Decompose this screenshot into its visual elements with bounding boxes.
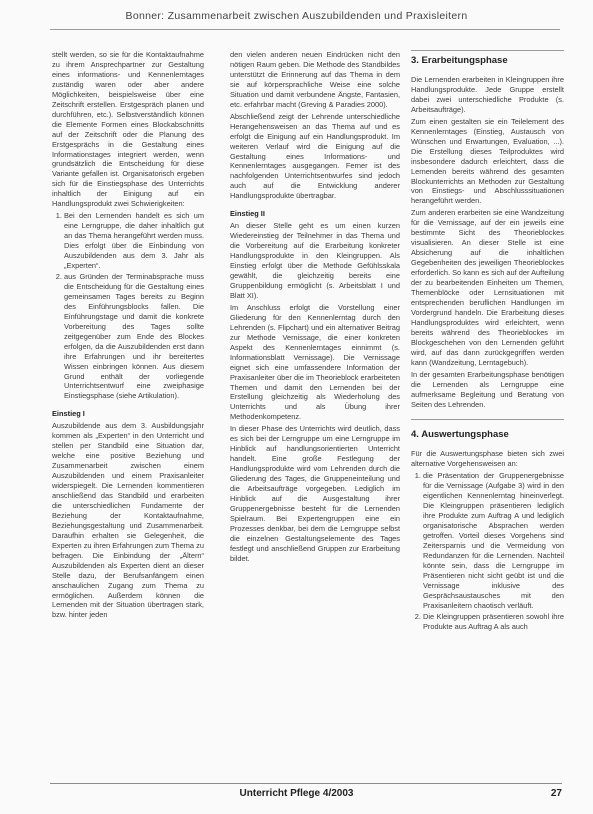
body-paragraph: Für die Auswertungsphase bieten sich zwei alternative Vorgehensweisen an: [411,449,564,469]
body-paragraph: Auszubildende aus dem 3. Ausbildungsjahr kommen als „Experten“ in den Unterricht und stellen per Standbild eine Situation dar, welche eine positive Beziehung und Zusammenarbeit zwischen einem Auszubildenden und einem Praxisanleiter widerspiegelt. Die Lernenden kommentieren anschließend das Standbild und erarbeiten die unterschiedlichen Fundamente der Beziehung der Kontaktaufnahme, Beziehungsgestaltung und Zusammenarbeit. Daraufhin erhalten sie Gelegenheit, die Experten zu ihren Erfahrungen zum Thema zu befragen. Die Einbindung der „Ältern“ Auszubildenden als Experten dient an dieser Stelle dazu, der Berufsanfängern einen anschaulichen Zugang zum Thema zu ermöglichen. Außerdem können die Lernenden mit der Situation übertragen stark, bzw. hinter jeden [52,421,204,620]
numbered-list [411,471,564,631]
list-item: 1. die Präsentation der Gruppenergebnisse für die Vernissage (Aufgabe 3) wird in den eigentlichen Kennenlerntag hineinverlegt. Die Kleingruppen präsentieren lediglich ihre Produkte zum Auftrag A und lediglich organisatorische Absprachen werden getroffen. Vorteil dieses Vorgehens sind Zeitersparnis und die Vermeidung von Redundanzen für die Lernenden. Nachteil könnte sein, dass die Lerngruppe im Präsentieren nicht sicht geübt ist und die Vernissage inklusive des Gesprächsaustausches mit den Praxisanleitern chaotisch verläuft. [423,471,564,610]
list-item: 2. Die Kleingruppen präsentieren sowohl ihre Produkte aus Auftrag A als auch [423,612,564,632]
body-paragraph: stellt werden, so sie für die Kontaktaufnahme zu ihrem Ansprechpartner zur Gestaltung eines informations- und Kennenlerntages zuständig waren oder aber andere Möglichkeiten, beispielsweise über eine Zeitschrift erstellen. Erstgespräch planen und durchführen, etc.). Selbstverständlich können die Elemente Formen eines Blockabschnitts auf der Zeitschrift oder die Planung des Erstgesprächs in die Gestaltung eines Informationstages integriert werden, wenn grundsätzlich die Entscheidung für diese Variante gefallen ist. Organisatorisch ergeben sich für die Einstiegsphase des Unterrichts inhaltlich der Einigung auf ein Handlungsprodukt zwei Schwierigkeiten: [52,50,204,209]
body-paragraph: An dieser Stelle geht es um einen kurzen Wiedereinstieg der Teilnehmer in das Thema und die Vorbereitung auf die Erarbeitung konkreter Handlungsprodukte in den Kleingruppen. Als Einstieg erfolgt über die Methode Gefühlsskala gewählt, die gleichzeitig bereits eine Gruppenbildung ermöglicht (s. Arbeitsblatt I und Blatt XI). [230,221,400,300]
running-header: Bonner: Zusammenarbeit zwischen Auszubildenden und Praxisleitern [125,10,468,22]
subheading-einstieg-2: Einstieg II [230,209,265,219]
subheading-einstieg-1: Einstieg I [52,409,85,419]
list-item: 2. aus Gründen der Terminabsprache muss die Entscheidung für die Gestaltung eines gemeinsamen Tages bereits zu Beginn des Einführungsblocks fallen. Die Einführungstage und damit die konkrete Vorbereitung des Tages sollte zeitgegenüber zum Ende des Blockes erfolgen, da die Auszubildenden erst dann ihre Erfahrungen und ihr bereitertes Wissen einbringen können. Aus diesem Grund enthält der vorliegende Unterrichtsentwurf eine zweiphasige Einstiegsphase (siehe Artikulation). [64,272,204,401]
body-paragraph: den vielen anderen neuen Eindrücken nicht den nötigen Raum geben. Die Methode des Standbildes unterstützt die Erinnerung auf das Thema in dem sie auf körpersprachliche Weise eine solche Situation und damit verbundene Ängste, Fantasien, etc. erfahrbar macht (Greving & Paradies 2000). [230,50,400,109]
footer-rule [50,783,562,784]
numbered-list [52,211,204,401]
section-rule [411,50,564,51]
footer-journal-title: Unterricht Pflege 4/2003 [239,788,354,799]
body-paragraph: Abschließend zeigt der Lehrende unterschiedliche Herangehensweisen an das Thema auf und es erfolgt die Einigung auf ein Handlungsprodukt. Im weiteren Verlauf wird die Einigung auf die Gestaltung eines Informations- und Kennenlerntages ausgegangen. Ferner ist des nachfolgenden Unterrichtsentwurfes sind jedoch auch auf die Entwicklung anderer Handlungsprodukte übertragbar. [230,111,400,201]
text-column-2 [230,50,400,760]
body-paragraph: In der gesamten Erarbeitungsphase benötigen die Lernenden als Lerngruppe eine aufmerksame Begleitung und Beratung von Seiten des Lehrenden. [411,369,564,409]
list-item: 1. Bei den Lernenden handelt es sich um eine Lerngruppe, die daher inhaltlich gut an das Thema herangeführt werden muss. Dies erfolgt über die Einbindung von Auszubildenden aus dem 3. Jahr als „Experten“. [64,211,204,271]
section-heading-erarbeitungsphase: 3. Erarbeitungsphase [411,55,508,66]
body-paragraph: Zum anderen erarbeiten sie eine Wandzeitung für die Vernissage, auf der ein jeweils eine bestimmte Sicht des Theorieblockes visualisieren. An dieser Stelle ist eine Absicherung auf die inhaltlichen Gegebenheiten des jeweiligen Theorieblockes erforderlich. So kann es sich auf der Aufteilung der zu bearbeitenden Einheiten um Themen, Themenblöcke oder Lernsituationen mit entsprechenden beruflichen Handlungen im Vordergrund handeln. Die Erarbeitung dieses Handlungsproduktes wird erleichtert, wenn bereits während des Theorieblockes im Blockgeschehen von den Lernenden geführt wird, auf das dann zurückgegriffen werden kann (Wandzeitung, Lerntagebuch). [411,208,564,367]
section-rule [411,419,564,420]
page-number: 27 [550,788,562,799]
text-column-3 [411,50,564,760]
body-paragraph: Im Anschluss erfolgt die Vorstellung einer Gliederung für den Kennenlerntag durch den Lehrenden (s. Flipchart) und ein alternativer Beitrag zur Methode Vernissage, die einer konkreten Aspekt des Kennenlerntages einnimmt (s. Informationsblatt Vernissage). Die Vernissage eignet sich eine umfassendere Information der Praxisanleiter über die im Theorieblock erarbeiteten Themen und damit den Lernenden bei der Erstellung gleichzeitig als Wiederholung des Unterrichts und als Übung ihrer Methodenkompetenz. [230,302,400,422]
header-rule [50,29,560,30]
text-column-1 [52,50,204,760]
body-paragraph: Die Lernenden erarbeiten in Kleingruppen ihre Handlungsprodukte. Jede Gruppe erstellt dabei zwei unterschiedliche Produkte (s. Arbeitsaufträge). [411,75,564,114]
section-heading-auswertungsphase: 4. Auswertungsphase [411,429,509,441]
body-paragraph: In dieser Phase des Unterrichts wird deutlich, dass es sich bei der Lerngruppe um eine Lerngruppe im Hinblick auf handlungsorientierten Unterricht handelt. Eine große Festlegung der Handlungsprodukte wird vom Lehrenden durch die Gliederung des Tages, die Gruppeneinteilung und die Arbeitsaufträge vorgegeben. Lediglich im Hinblick auf die Ausgestaltung ihrer Gruppenergebnisse besteht für die Lernenden Spielraum. Bei Expertengruppen eine ein Prozesses denkbar, bei dem die Lerngruppe selbst die einzelnen Gestaltungselemente des Tages festlegt und anschließend Gruppen zur Erarbeitung bildet. [230,424,400,563]
body-paragraph: Zum einen gestalten sie ein Teilelement des Kennenlerntages (Einstieg, Austausch von Wünschen und Erwartungen, Evaluation, ...). Die Erstellung dieses Teilproduktes wird insbesondere dadurch erleichtert, dass die Lernenden bereits während des gesamten Blockunterrichts an Methoden zur Gestaltung von Einstiegs- und Abschlusssituationen herangeführt werden. [411,116,564,206]
